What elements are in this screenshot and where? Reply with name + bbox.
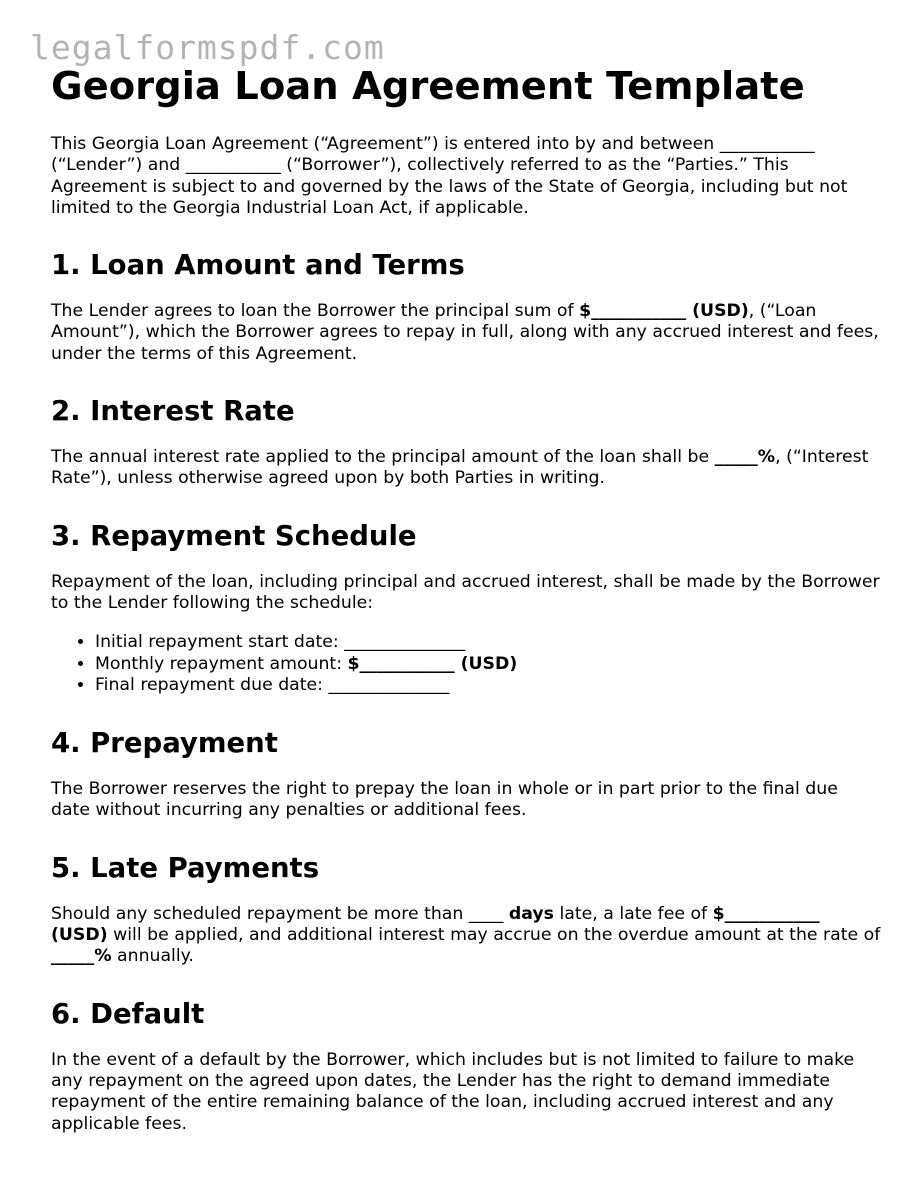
list-item: • Initial repayment start date: ______________: [95, 632, 881, 653]
section-heading: 6. Default: [51, 997, 205, 1030]
intro-paragraph: This Georgia Loan Agreement (“Agreement”) is entered into by and between ___________ (“Lender”) and ___________ (“Borrower”), collectively referred to as the “Parties.” This Agreement is subject to and governed by the laws of the State of Georgia, including but not limited to the Georgia Industrial Loan Act, if applicable.: [51, 134, 848, 218]
section-paragraph: In the event of a default by the Borrower, which includes but is not limited to failure to make any repayment on the agreed upon dates, the Lender has the right to demand immediate repayment of the entire remaining balance of the loan, including accrued interest and any applicable fees.: [51, 1049, 855, 1134]
section-prepayment: [51, 725, 881, 822]
section-heading: 1. Loan Amount and Terms: [51, 249, 465, 282]
section-heading: 5. Late Payments: [51, 851, 320, 884]
section-paragraph: Should any scheduled repayment be more than ____ days late, a late fee of $___________ (USD) will be applied, and additional interest may accrue on the overdue amount at the rate of _____% annually.: [51, 903, 881, 967]
document-title: Georgia Loan Agreement Template: [51, 64, 805, 109]
section-paragraph: Repayment of the loan, including principal and accrued interest, shall be made by the Borrower to the Lender following the schedule:: [51, 571, 880, 613]
list-item: • Monthly repayment amount: $___________ (USD): [95, 654, 881, 675]
section-loan-amount: [51, 247, 881, 365]
section-paragraph: The Borrower reserves the right to prepay the loan in whole or in part prior to the final due date without incurring any penalties or additional fees.: [51, 779, 838, 821]
section-heading: 4. Prepayment: [51, 727, 278, 760]
section-repayment-schedule: [51, 518, 881, 696]
document-page: [51, 62, 881, 1163]
section-paragraph: The annual interest rate applied to the principal amount of the loan shall be _____%, (“Interest Rate”), unless otherwise agreed upon by both Parties in writing.: [51, 447, 869, 489]
section-heading: 3. Repayment Schedule: [51, 519, 417, 552]
section-interest-rate: [51, 393, 881, 490]
section-paragraph: The Lender agrees to loan the Borrower the principal sum of $___________ (USD), (“Loan Amount”), which the Borrower agrees to repay in full, along with any accrued interest and fees, under the terms of this Agreement.: [51, 301, 879, 364]
list-item: • Final repayment due date: ______________: [95, 675, 881, 696]
section-late-payments: [51, 850, 881, 968]
schedule-list: [51, 632, 881, 696]
watermark: legalformspdf.com: [30, 28, 385, 67]
section-default: [51, 996, 881, 1135]
section-heading: 2. Interest Rate: [51, 395, 295, 428]
